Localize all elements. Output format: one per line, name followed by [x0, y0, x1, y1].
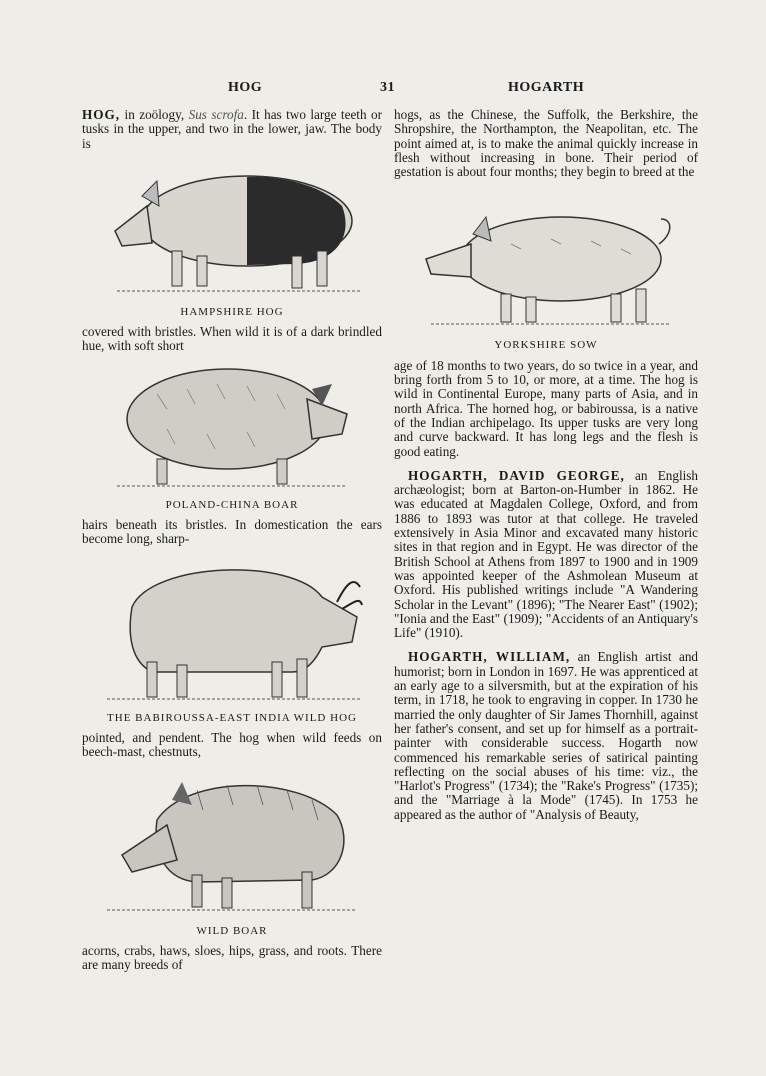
paragraph: pointed, and pendent. The hog when wild feeds on beech-mast, chestnuts, — [82, 729, 382, 760]
paragraph: acorns, crabs, haws, sloes, hips, grass, and roots. There are many breeds of — [82, 942, 382, 973]
babiroussa-illustration — [92, 547, 372, 707]
wild-boar-illustration — [97, 760, 367, 920]
caption-hampshire-hog: HAMPSHIRE HOG — [180, 305, 284, 318]
poland-china-boar-illustration — [97, 354, 367, 494]
paragraph: age of 18 months to two years, do so twice in a year, and bring forth from 5 to 10, or more, at a time. The hog is wild in Continental Europe, many parts of Asia, and in north Africa. The horned hog, or babiroussa, is a native of the Indian archipelago. Its upper tusks are very long and curve backward. It has long legs and the flesh is good eating. — [394, 357, 698, 459]
entry-hogarth-william: HOGARTH, WILLIAM, an English artist and humorist; born in London in 1697. He was apprenticed at an early age to a silversmith, but at the expiration of his term, in 1718, he took to engraving in copper. In 1730 he married the only daughter of Sir James Thornhill, against her father's consent, and set up for himself as a portrait-painter with considerable success. Hogarth now commenced his remarkable series of satirical painting reflecting on the social abuses of his time: viz., the "Harlot's Progress" (1734); the "Rake's Progress" (1735); and the "Marriage à la Mode" (1745). In 1753 he appeared as the author of "Analysis of Beauty, — [394, 649, 699, 822]
scientific-name: Sus scrofa — [188, 107, 244, 122]
left-column — [82, 108, 382, 972]
running-header — [0, 80, 766, 100]
paragraph: hairs beneath its bristles. In domestication the ears become long, sharp- — [82, 517, 382, 547]
entry-hog: HOG, in zoölogy, Sus scrofa. It has two large teeth or tusks in the upper, and two in the lower, jaw. The body is — [82, 107, 382, 151]
header-right: HOGARTH — [508, 80, 585, 95]
header-left: HOG — [228, 80, 263, 95]
right-column — [394, 108, 698, 822]
caption-yorkshire-sow: YORKSHIRE SOW — [494, 339, 598, 352]
entry-head: HOGARTH, DAVID GEORGE, — [408, 467, 625, 483]
entry-hogarth-david-george: HOGARTH, DAVID GEORGE, an English archæologist; born at Barton-on-Humber in 1862. He was educated at Magdalen College, Oxford, and from 1886 to 1893 was tutor at that college. He traveled extensively in Asia Minor and excavated many historic sites in that region and in Egypt. He was director of the British School at Athens from 1897 to 1900 and in 1909 was appointed keeper of the Ashmolean Museum at Oxford. His published writings include "A Wandering Scholar in the Levant" (1896); "The Nearer East" (1902); "Ionia and the East" (1909); "Accidents of an Antiquary's Life" (1910). — [394, 467, 699, 641]
entry-head: HOGARTH, WILLIAM, — [408, 649, 571, 665]
paragraph: covered with bristles. When wild it is of a dark brindled hue, with soft short — [82, 324, 382, 354]
caption-poland-china-boar: POLAND-CHINA BOAR — [165, 498, 299, 511]
entry-head: HOG, — [82, 107, 121, 122]
yorkshire-sow-illustration — [411, 189, 681, 334]
caption-wild-boar: WILD BOAR — [196, 924, 268, 937]
paragraph: hogs, as the Chinese, the Suffolk, the Berkshire, the Shropshire, the Northampton, the Neapolitan, etc. The point aimed at, is to make the animal quickly increase in flesh without increasing in bone. Their period of gestation is about four months; they begin to breed at the — [394, 107, 698, 180]
hampshire-hog-illustration — [97, 151, 367, 301]
page-number: 31 — [380, 80, 395, 95]
caption-babiroussa: THE BABIROUSSA-EAST INDIA WILD HOG — [107, 711, 357, 724]
